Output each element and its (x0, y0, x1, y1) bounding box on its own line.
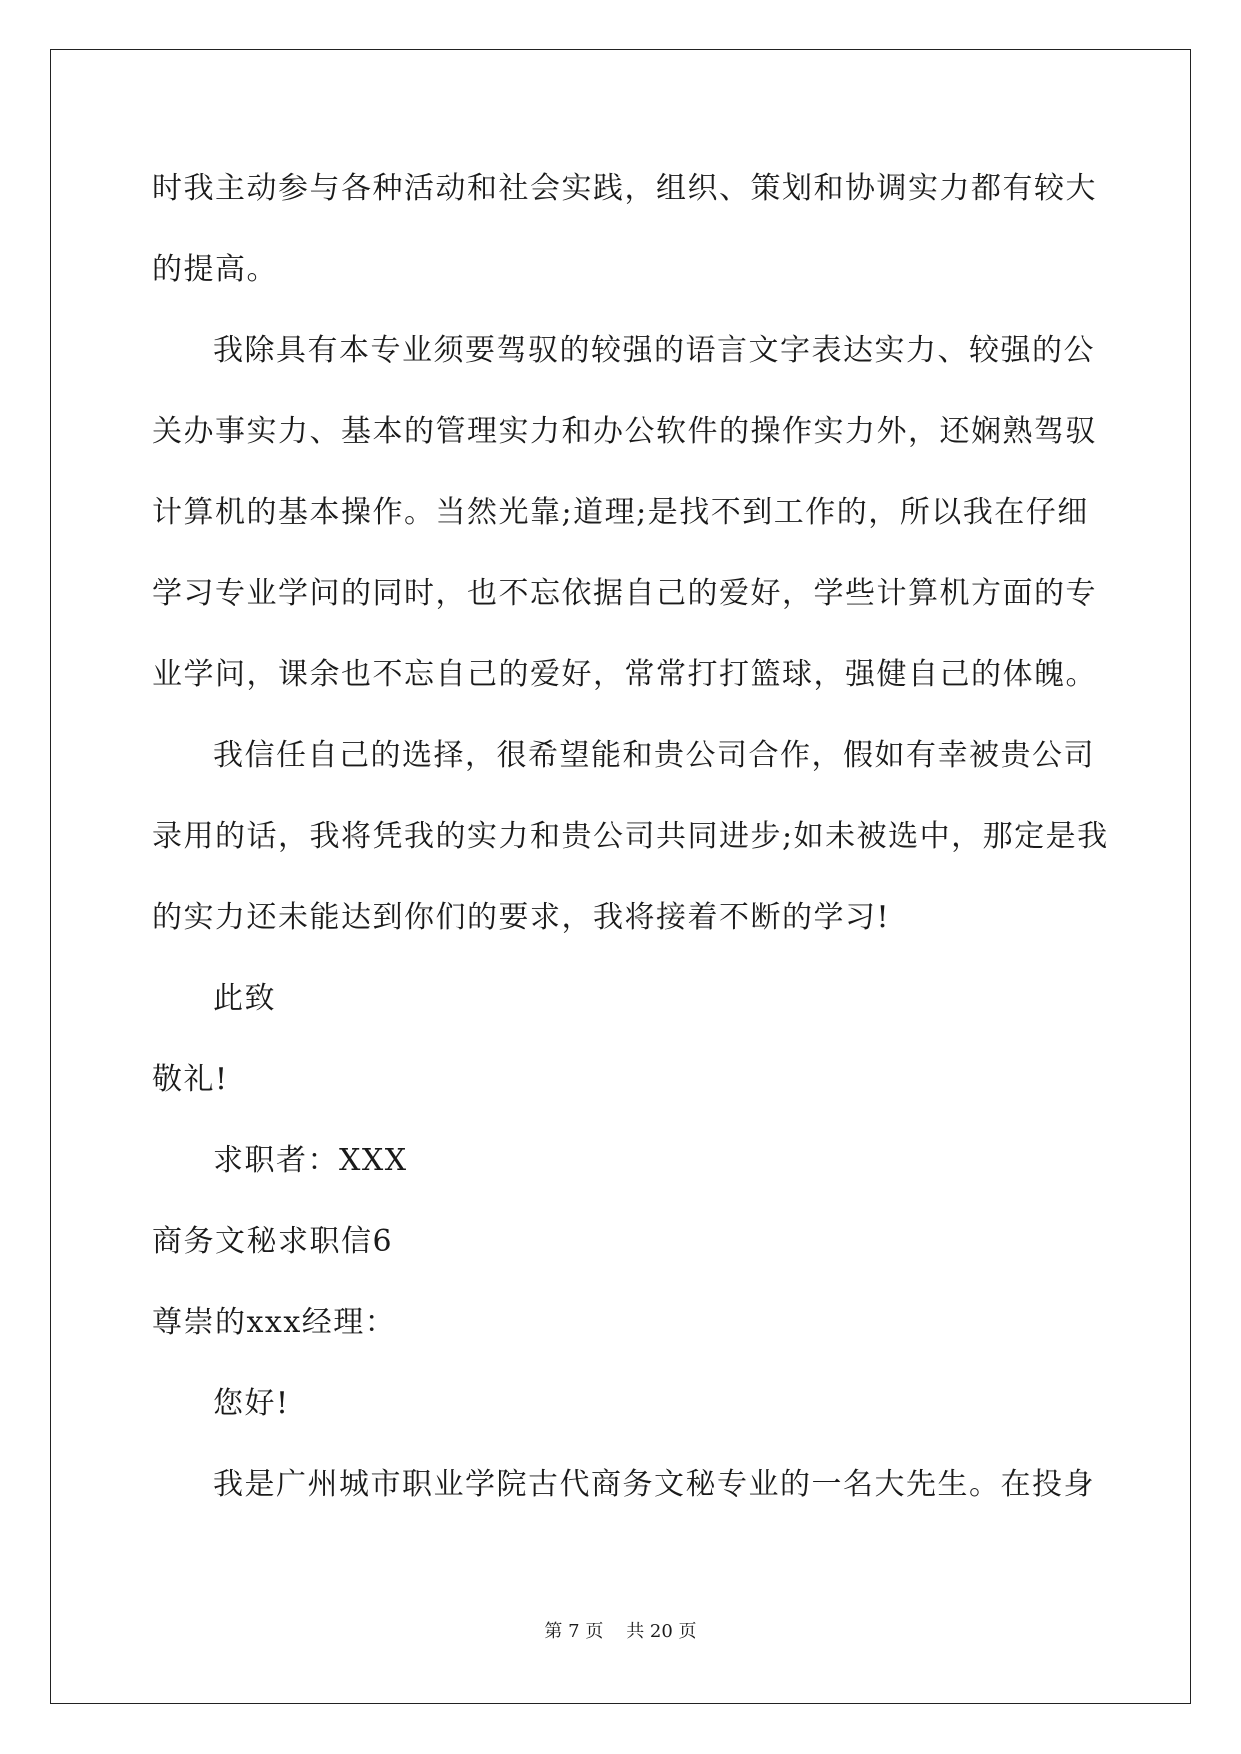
paragraph-start: 我除具有本专业须要驾驭的较强的语言文字表达实力、较强的公 (213, 333, 1095, 368)
letter-body (152, 164, 1109, 1541)
body-line: 时我主动参与各种活动和社会实践，组织、策划和协调实力都有较大 (152, 171, 1097, 206)
page-number: 第 7 页 共 20 页 (544, 1621, 697, 1642)
body-line: 录用的话，我将凭我的实力和贵公司共同进步;如未被选中，那定是我 (152, 819, 1109, 854)
paragraph-start: 我信任自己的选择，很希望能和贵公司合作，假如有幸被贵公司 (213, 738, 1095, 773)
body-line: 的实力还未能达到你们的要求，我将接着不断的学习! (152, 900, 891, 935)
body-line: 计算机的基本操作。当然光靠;道理;是找不到工作的，所以我在仔细 (152, 495, 1089, 530)
closing-regards: 敬礼! (152, 1062, 229, 1097)
closing-salutation: 此致 (213, 981, 276, 1016)
signature-line: 求职者：XXX (213, 1143, 408, 1178)
paragraph-start: 我是广州城市职业学院古代商务文秘专业的一名大先生。在投身 (213, 1467, 1095, 1502)
section-heading: 商务文秘求职信6 (152, 1224, 394, 1259)
letter-greeting-addressee: 尊崇的xxx经理： (152, 1305, 397, 1340)
body-line: 的提高。 (152, 252, 278, 287)
body-line: 关办事实力、基本的管理实力和办公软件的操作实力外，还娴熟驾驭 (152, 414, 1097, 449)
body-line: 业学问，课余也不忘自己的爱好，常常打打篮球，强健自己的体魄。 (152, 657, 1097, 692)
letter-greeting: 您好! (213, 1386, 290, 1421)
body-line: 学习专业学问的同时，也不忘依据自己的爱好，学些计算机方面的专 (152, 576, 1097, 611)
